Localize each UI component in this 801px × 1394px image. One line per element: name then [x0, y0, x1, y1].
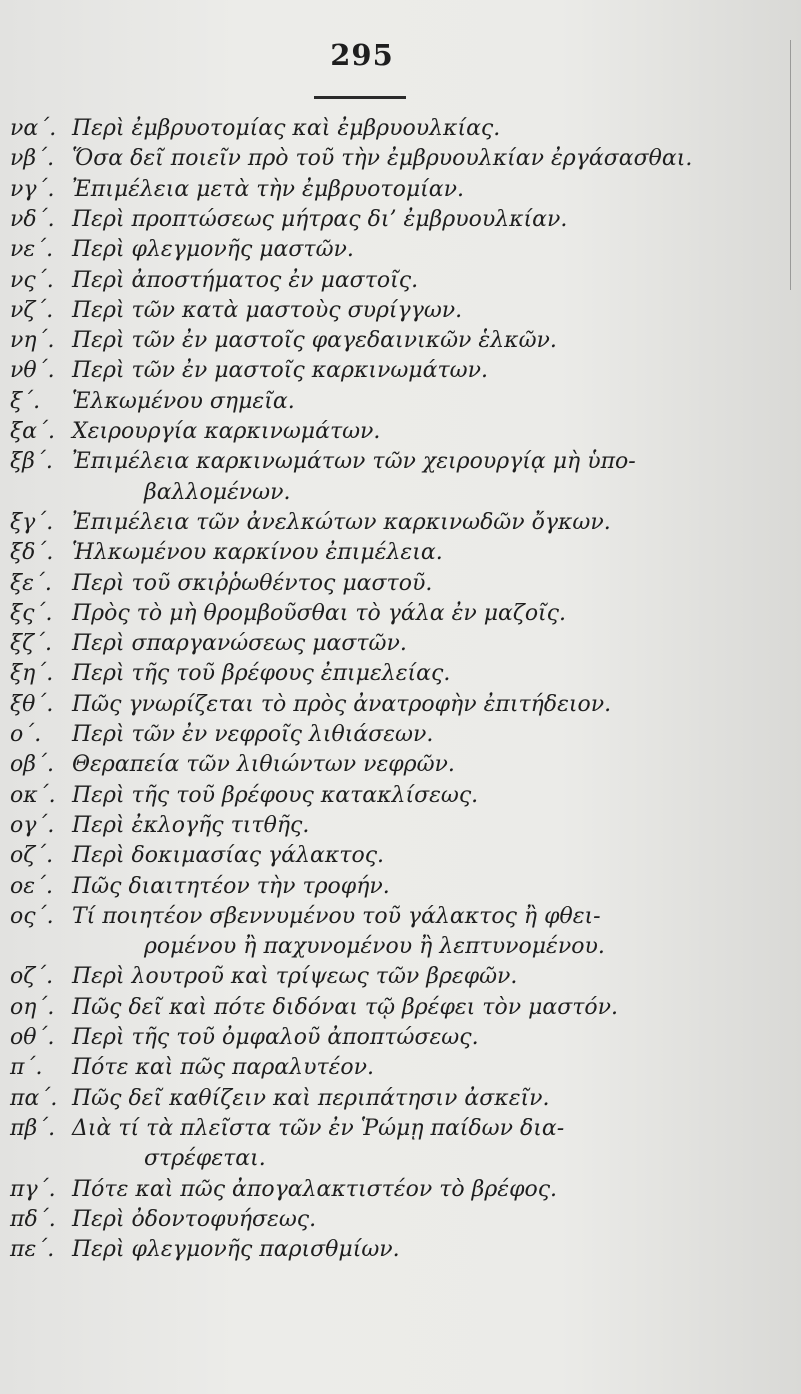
- chapter-number: π΄.: [10, 1055, 43, 1081]
- chapter-title: Περὶ ἐκλογῆς τιτθῆς.: [72, 812, 310, 838]
- chapter-title: Περὶ τοῦ σκιῤῥωθέντος μαστοῦ.: [72, 570, 433, 596]
- chapter-title: Ὅσα δεῖ ποιεῖν πρὸ τοῦ τὴν ἐμβρυουλκίαν ἐργάσασθαι.: [72, 146, 693, 172]
- chapter-title-continuation: ρομένου ἢ παχυνομένου ἢ λεπτυνομένου.: [144, 934, 605, 960]
- chapter-number: ξθ΄.: [10, 691, 54, 717]
- chapter-title: Περὶ προπτώσεως μήτρας δι’ ἐμβρυουλκίαν.: [72, 206, 568, 232]
- chapter-title: Ἑλκωμένου σημεῖα.: [72, 388, 295, 414]
- toc-entry: [0, 356, 801, 386]
- chapter-number: ξβ΄.: [10, 449, 53, 475]
- toc-entry: [0, 296, 801, 326]
- chapter-number: οε΄.: [10, 873, 54, 899]
- chapter-number: πδ΄.: [10, 1206, 56, 1232]
- chapter-number: νς΄.: [10, 267, 54, 293]
- toc-entry: [0, 962, 801, 992]
- chapter-title: Πότε καὶ πῶς παραλυτέον.: [72, 1055, 375, 1081]
- toc-entry: [0, 326, 801, 356]
- chapter-title-continuation: στρέφεται.: [144, 1146, 266, 1172]
- chapter-title: Πότε καὶ πῶς ἀπογαλακτιστέον τὸ βρέφος.: [72, 1176, 558, 1202]
- chapter-number: νδ΄.: [10, 206, 55, 232]
- chapter-title: Χειρουργία καρκινωμάτων.: [72, 419, 381, 444]
- chapter-title: Περὶ τῶν ἐν νεφροῖς λιθιάσεων.: [72, 722, 434, 747]
- chapter-number: οθ΄.: [10, 1025, 55, 1050]
- toc-entry: [0, 1205, 801, 1235]
- toc-entry: [0, 993, 801, 1023]
- chapter-number: πβ΄.: [10, 1115, 56, 1141]
- toc-entry: [0, 569, 801, 599]
- chapter-title: Θεραπεία τῶν λιθιώντων νεφρῶν.: [72, 752, 455, 778]
- chapter-number: να΄.: [10, 116, 57, 141]
- chapter-title: Περὶ ἀποστήματος ἐν μαστοῖς.: [72, 267, 419, 293]
- chapter-number: ο΄.: [10, 722, 42, 747]
- chapter-title: Ἡλκωμένου καρκίνου ἐπιμέλεια.: [72, 540, 443, 566]
- toc-entry: [0, 447, 801, 508]
- chapter-number: ξζ΄.: [10, 631, 53, 657]
- chapter-title: Ἐπιμέλεια τῶν ἀνελκώτων καρκινωδῶν ὄγκων.: [72, 509, 611, 535]
- chapter-title: Περὶ φλεγμονῆς παρισθμίων.: [72, 1237, 400, 1263]
- toc-entry: [0, 1235, 801, 1265]
- chapter-number: ος΄.: [10, 903, 54, 929]
- chapter-title-continuation: βαλλομένων.: [144, 479, 291, 505]
- toc-entry: [0, 781, 801, 811]
- chapter-title: Διὰ τί τὰ πλεῖστα τῶν ἐν Ῥώμῃ παίδων δια-: [72, 1115, 565, 1141]
- chapter-title: Περὶ τῶν κατὰ μαστοὺς συρίγγων.: [72, 297, 463, 323]
- toc-entry: [0, 1053, 801, 1083]
- toc-entry: [0, 1023, 801, 1053]
- toc-entry: [0, 387, 801, 417]
- toc-entry: [0, 1084, 801, 1114]
- toc-entry: [0, 659, 801, 689]
- toc-entry: [0, 1114, 801, 1175]
- chapter-number: νη΄.: [10, 328, 55, 354]
- chapter-title: Πρὸς τὸ μὴ θρομβοῦσθαι τὸ γάλα ἐν μαζοῖς.: [72, 600, 567, 626]
- chapter-number: οζ΄.: [10, 843, 54, 869]
- toc-entry: [0, 902, 801, 963]
- toc-entry: [0, 266, 801, 296]
- chapter-number: πα΄.: [10, 1085, 58, 1111]
- chapter-title: Περὶ λουτροῦ καὶ τρίψεως τῶν βρεφῶν.: [72, 964, 518, 990]
- chapter-number: οη΄.: [10, 994, 55, 1020]
- chapter-number: ξα΄.: [10, 419, 55, 444]
- chapter-title: Περὶ ἐμβρυοτομίας καὶ ἐμβρυουλκίας.: [72, 116, 501, 141]
- chapter-number: οκ΄.: [10, 782, 56, 808]
- chapter-title: Πῶς δεῖ καὶ πότε διδόναι τῷ βρέφει τὸν μαστόν.: [72, 994, 619, 1020]
- toc-entry: [0, 235, 801, 265]
- chapter-number: πε΄.: [10, 1237, 55, 1263]
- chapter-title: Περὶ φλεγμονῆς μαστῶν.: [72, 237, 354, 263]
- chapter-title: Περὶ ὀδοντοφυήσεως.: [72, 1206, 317, 1232]
- chapter-title: Περὶ τῶν ἐν μαστοῖς καρκινωμάτων.: [72, 358, 488, 384]
- chapter-title: Περὶ τῆς τοῦ ὀμφαλοῦ ἀποπτώσεως.: [72, 1025, 479, 1050]
- chapter-title: Περὶ σπαργανώσεως μαστῶν.: [72, 631, 407, 657]
- chapter-title: Πῶς γνωρίζεται τὸ πρὸς ἀνατροφὴν ἐπιτήδειον.: [72, 691, 612, 717]
- chapter-title: Πῶς δεῖ καθίζειν καὶ περιπάτησιν ἀσκεῖν.: [72, 1085, 550, 1111]
- chapter-title: Τί ποιητέον σβεννυμένου τοῦ γάλακτος ἢ φθει-: [72, 903, 601, 929]
- toc-entry: [0, 720, 801, 750]
- toc-entry: [0, 750, 801, 780]
- toc-entry: [0, 872, 801, 902]
- chapter-title: Ἐπιμέλεια μετὰ τὴν ἐμβρυοτομίαν.: [72, 176, 464, 202]
- chapter-number: ξδ΄.: [10, 540, 54, 566]
- chapter-number: ξ΄.: [10, 388, 41, 414]
- toc-entry: [0, 538, 801, 568]
- chapter-title: Περὶ τῆς τοῦ βρέφους κατακλίσεως.: [72, 782, 479, 808]
- toc-entry: [0, 114, 801, 144]
- toc-entry: [0, 144, 801, 174]
- chapter-title: Περὶ δοκιμασίας γάλακτος.: [72, 843, 385, 869]
- toc-entry: [0, 175, 801, 205]
- chapter-number: νθ΄.: [10, 358, 55, 384]
- toc-entry: [0, 841, 801, 871]
- chapter-number: ξγ΄.: [10, 509, 54, 535]
- chapter-number: ογ΄.: [10, 812, 55, 838]
- header-rule: [314, 96, 406, 99]
- chapter-number: νβ΄.: [10, 146, 55, 172]
- chapter-title: Περὶ τῆς τοῦ βρέφους ἐπιμελείας.: [72, 661, 451, 687]
- chapter-title: Περὶ τῶν ἐν μαστοῖς φαγεδαινικῶν ἑλκῶν.: [72, 328, 557, 354]
- toc-entry: [0, 599, 801, 629]
- toc-entry: [0, 690, 801, 720]
- chapter-number: οζ΄.: [10, 964, 54, 990]
- chapter-number: νζ΄.: [10, 297, 54, 323]
- toc-entry: [0, 811, 801, 841]
- chapter-number: ξε΄.: [10, 570, 52, 596]
- chapter-number: οβ΄.: [10, 752, 54, 778]
- page-number: 295: [330, 38, 394, 72]
- chapter-number: πγ΄.: [10, 1176, 56, 1202]
- toc-entry: [0, 205, 801, 235]
- chapter-number: νγ΄.: [10, 176, 55, 202]
- toc-entry: [0, 629, 801, 659]
- chapter-number: ξς΄.: [10, 600, 53, 626]
- chapter-number: ξη΄.: [10, 661, 54, 687]
- toc-entry: [0, 508, 801, 538]
- toc-entry: [0, 1175, 801, 1205]
- chapter-title: Ἐπιμέλεια καρκινωμάτων τῶν χειρουργίᾳ μὴ ὑπο-: [72, 449, 636, 475]
- chapter-number: νε΄.: [10, 237, 54, 263]
- chapter-title: Πῶς διαιτητέον τὴν τροφήν.: [72, 873, 390, 899]
- toc-entry: [0, 417, 801, 447]
